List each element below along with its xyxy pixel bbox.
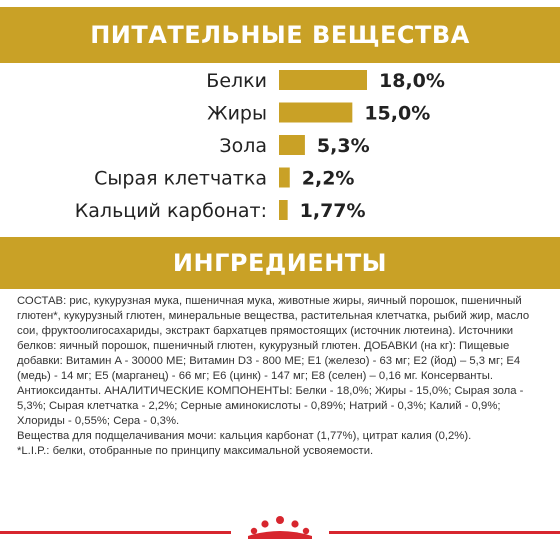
ingredients-text	[17, 294, 547, 459]
value-label: 2,2%	[301, 167, 355, 190]
nutrient-bar	[279, 135, 305, 155]
value-label: 18,0%	[379, 70, 445, 92]
nutrient-bar	[279, 70, 367, 90]
category-label: Жиры	[207, 102, 267, 125]
nutrient-bar	[279, 200, 288, 220]
acidifiers-text: Вещества для подщелачивания мочи: кальция карбонат (1,77%), цитрат калия (0,2%).	[17, 430, 472, 442]
category-label: Кальций карбонат:	[74, 200, 267, 222]
nutrient-bar	[279, 168, 290, 188]
value-label: 1,77%	[299, 200, 366, 222]
category-label: Белки	[206, 70, 267, 92]
nutrient-bar	[279, 103, 352, 123]
lip-note-text: *L.I.P.: белки, отобранные по принципу максимальной усвояемости.	[17, 445, 374, 457]
nutrients-header: ПИТАТЕЛЬНЫЕ ВЕЩЕСТВА	[0, 7, 560, 63]
value-label: 5,3%	[316, 135, 370, 157]
nutrients-bar-chart	[0, 63, 560, 237]
royal-canin-crown-icon	[231, 512, 329, 540]
value-label: 15,0%	[364, 102, 431, 125]
ingredients-header: ИНГРЕДИЕНТЫ	[0, 237, 560, 289]
category-label: Сырая клетчатка	[94, 167, 267, 190]
category-label: Зола	[219, 135, 267, 157]
composition-text: СОСТАВ: рис, кукурузная мука, пшеничная мука, животные жиры, яичный порошок, пшеничный глютен*, кукурузный глютен, минеральные вещества, растительная клетчатка, рыбий жир, масло сои, фруктоолигосахариды, экстракт бархатцев прямостоящих (источник лютеина). Источники белков: яичный порошок, пшеничный глютен, кукурузный глютен. ДОБАВКИ (на кг): Пищевые добавки: Витамин A - 30000 МЕ; Витамин D3 - 800 МЕ; E1 (железо) - 63 мг; E2 (йод) – 5,3 мг; E4 (медь) - 14 мг; E5 (марганец) - 66 мг; E6 (цинк) - 147 мг; E8 (селен) – 0,16 мг. Консерванты. Антиоксиданты. АНАЛИТИЧЕСКИЕ КОМПОНЕНТЫ: Белки - 18,0%; Жиры - 15,0%; Сырая зола - 5,3%; Сырая клетчатка - 2,2%; Серные аминокислоты - 0,89%; Натрий - 0,3%; Калий - 0,9%; Хлориды - 0,55%; Сера - 0,3%.	[17, 295, 530, 427]
